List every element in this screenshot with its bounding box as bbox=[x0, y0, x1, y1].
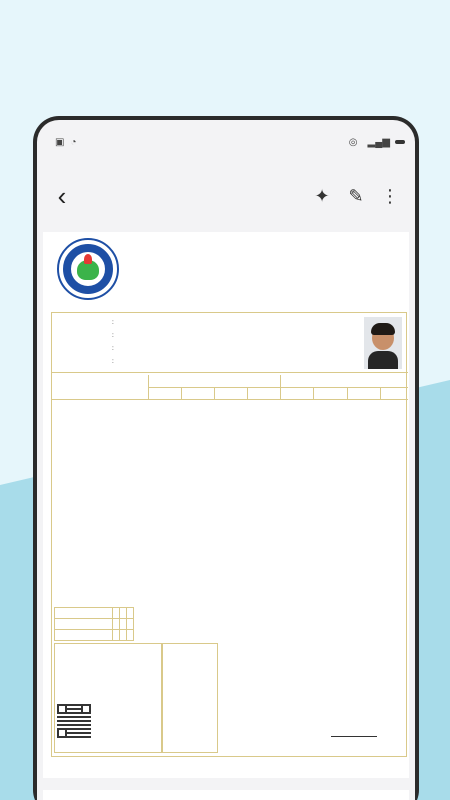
term-two-header bbox=[281, 375, 408, 387]
subject-header bbox=[52, 375, 148, 399]
signal-icon: ▂▄▆ bbox=[367, 136, 390, 148]
hotspot-icon: ◎ bbox=[348, 136, 358, 148]
phone-frame bbox=[33, 116, 419, 800]
screen bbox=[37, 120, 415, 800]
marks-table bbox=[52, 375, 408, 400]
student-photo bbox=[364, 317, 402, 369]
report-card bbox=[51, 312, 407, 757]
term-one-header bbox=[148, 375, 281, 387]
sparkle-ai-icon[interactable]: ✦ bbox=[314, 185, 330, 206]
screenshot-icon: ▣ bbox=[55, 136, 65, 148]
back-arrow-icon[interactable]: ‹ bbox=[57, 180, 67, 211]
next-pdf-page[interactable] bbox=[43, 790, 409, 800]
edit-icon[interactable]: ✎ bbox=[348, 185, 364, 206]
attendance-table bbox=[54, 607, 134, 641]
subject-bar-chart bbox=[242, 613, 402, 763]
pdf-page[interactable] bbox=[43, 232, 409, 778]
app-bar bbox=[37, 164, 415, 228]
battery-icon bbox=[395, 140, 405, 144]
notification-icon: ◔ bbox=[70, 136, 77, 148]
more-options-icon[interactable]: ⋮ bbox=[381, 185, 399, 206]
student-name-row: : bbox=[112, 319, 114, 326]
class-row: : bbox=[112, 345, 114, 352]
app-titles bbox=[89, 195, 305, 198]
student-info bbox=[52, 313, 408, 373]
grade-details bbox=[162, 643, 218, 753]
principal-label bbox=[331, 736, 377, 739]
father-name-row: : bbox=[112, 332, 114, 339]
qr-code bbox=[57, 704, 91, 738]
status-bar bbox=[37, 120, 415, 164]
roll-row: : bbox=[112, 358, 114, 365]
school-logo bbox=[57, 238, 119, 300]
